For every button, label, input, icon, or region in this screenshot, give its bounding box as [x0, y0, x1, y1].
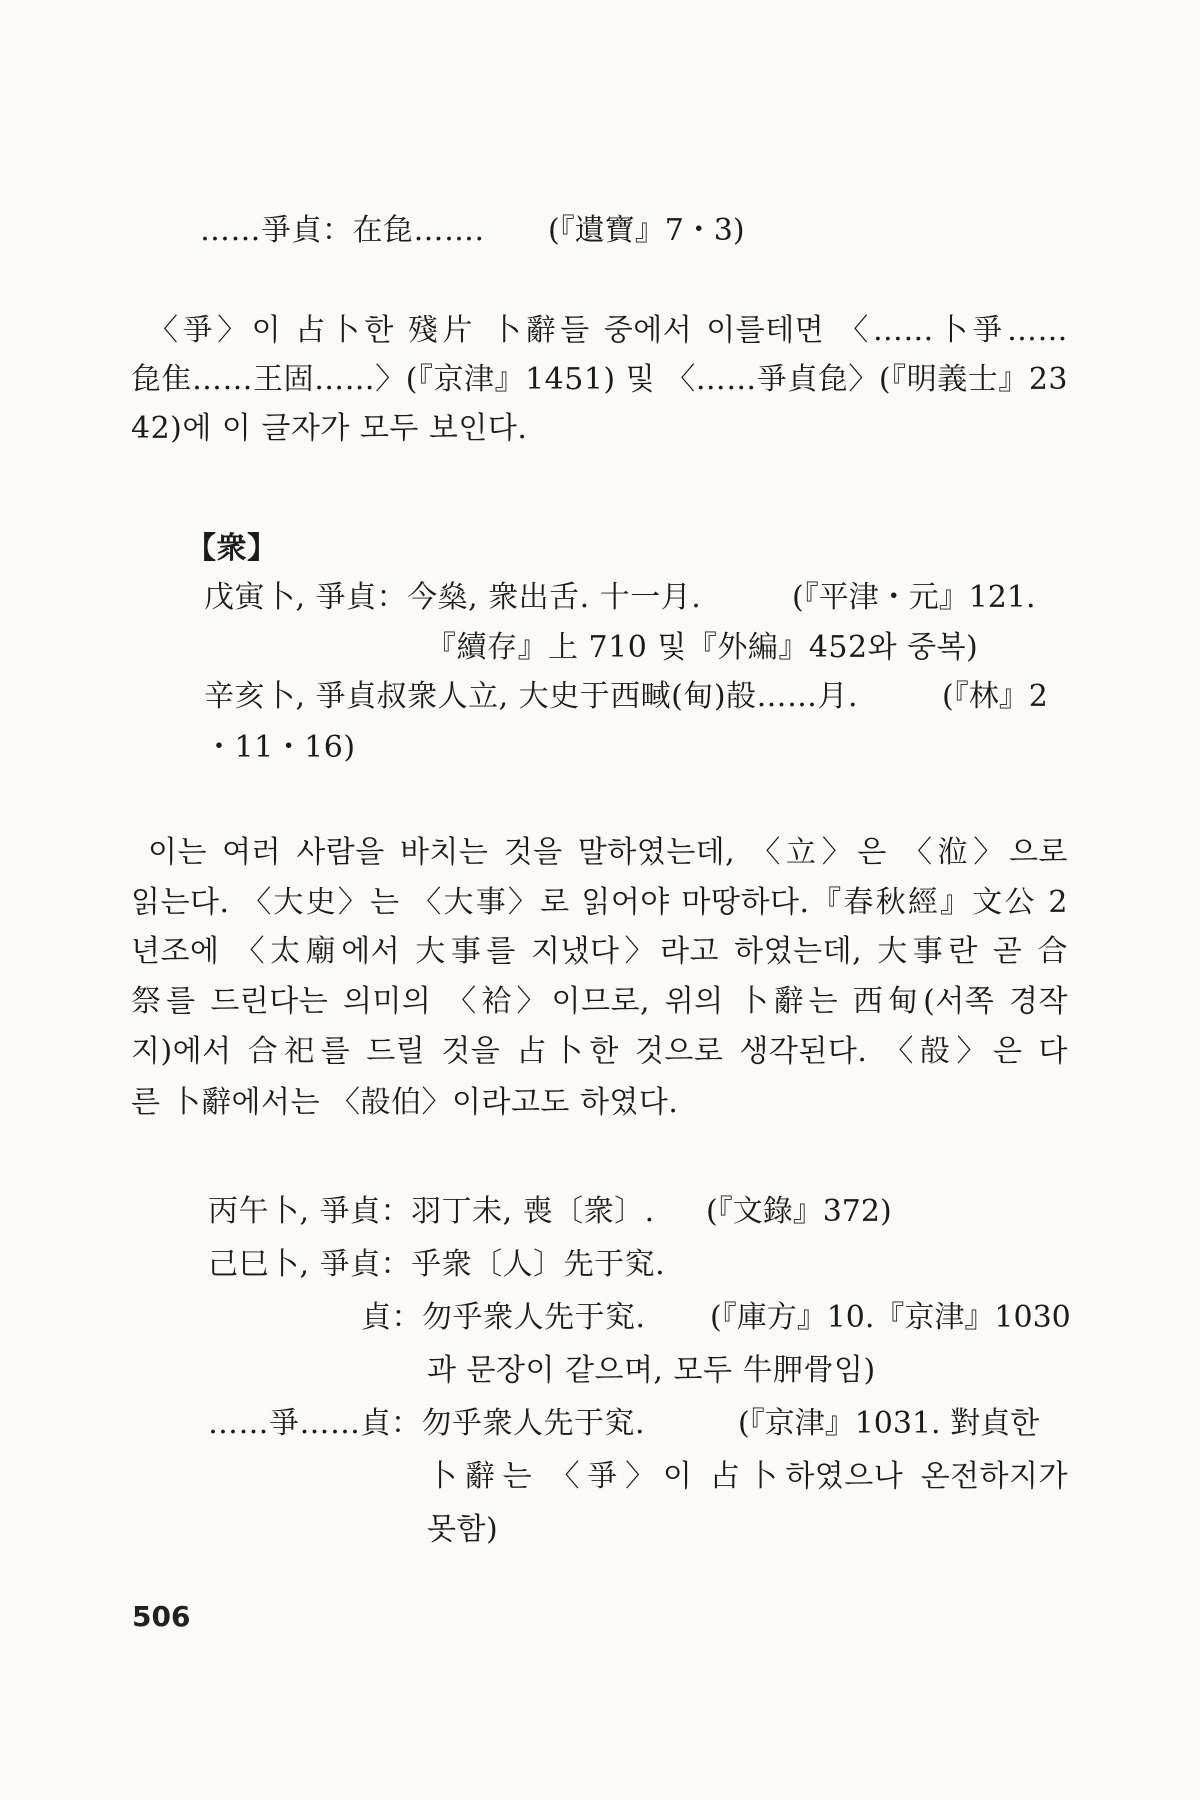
citation: (『遺寶』7・3)	[548, 213, 745, 248]
example-line: ……爭貞：在㲋…….	[200, 213, 485, 248]
example-line: 己巳卜, 爭貞：乎衆〔人〕先于䆒.	[208, 1247, 666, 1282]
example-line: 貞：勿乎衆人先于䆒.	[361, 1300, 646, 1335]
paragraph-line: 㲋隹……王固……〉(『京津』1451) 및 〈……爭貞㲋〉(『明義士』23	[131, 362, 1068, 397]
citation: (『庫方』10.『京津』1030	[710, 1300, 1071, 1335]
paragraph-line: 42)에 이 글자가 모두 보인다.	[131, 411, 528, 446]
paragraph-line: 른 卜辭에서는 〈㱿伯〉이라고도 하였다.	[131, 1085, 679, 1120]
example-line: 戊寅卜, 爭貞：今燊, 衆出舌. 十一月.	[204, 580, 702, 615]
example-line: 辛亥卜, 爭貞叔衆人立, 大史于西㽣(甸)㱿……月.	[204, 679, 859, 714]
paragraph-line: 祭를 드린다는 의미의 〈袷〉이므로, 위의 卜辭는 西甸(서쪽 경작	[131, 984, 1068, 1019]
example-line: 卜辭는 〈爭〉이 占卜하였으나 온전하지가	[427, 1459, 1068, 1494]
example-line: ・11・16)	[204, 730, 356, 765]
example-line: 못함)	[427, 1512, 499, 1547]
citation: (『林』2	[942, 679, 1048, 714]
paragraph-line: 년조에 〈太廟에서 大事를 지냈다〉라고 하였는데, 大事란 곧 合	[131, 934, 1068, 969]
example-line: 『續存』上 710 및『外編』452와 중복)	[426, 630, 979, 665]
citation: (『平津・元』121.	[792, 580, 1036, 615]
paragraph-line: 〈爭〉이 占卜한 殘片 卜辭들 중에서 이를테면 〈……卜爭……	[148, 313, 1068, 348]
paragraph-line: 지)에서 合祀를 드릴 것을 占卜한 것으로 생각된다. 〈㱿〉은 다	[131, 1034, 1068, 1069]
example-line: 과 문장이 같으며, 모두 牛胛骨임)	[427, 1353, 876, 1388]
paragraph-line: 읽는다. 〈大史〉는 〈大事〉로 읽어야 마땅하다.『春秋經』文公 2	[131, 885, 1068, 920]
example-line: 丙午卜, 爭貞：羽丁未, 喪〔衆〕.	[208, 1194, 655, 1229]
page-number: 506	[132, 1600, 191, 1633]
section-heading: 【衆】	[186, 531, 278, 566]
paragraph-line: 이는 여러 사람을 바치는 것을 말하였는데, 〈立〉은 〈涖〉으로	[148, 835, 1068, 870]
citation: (『京津』1031. 對貞한	[738, 1406, 1040, 1441]
example-line: ……爭……貞：勿乎衆人先于䆒.	[208, 1406, 646, 1441]
citation: (『文錄』372)	[706, 1194, 892, 1229]
